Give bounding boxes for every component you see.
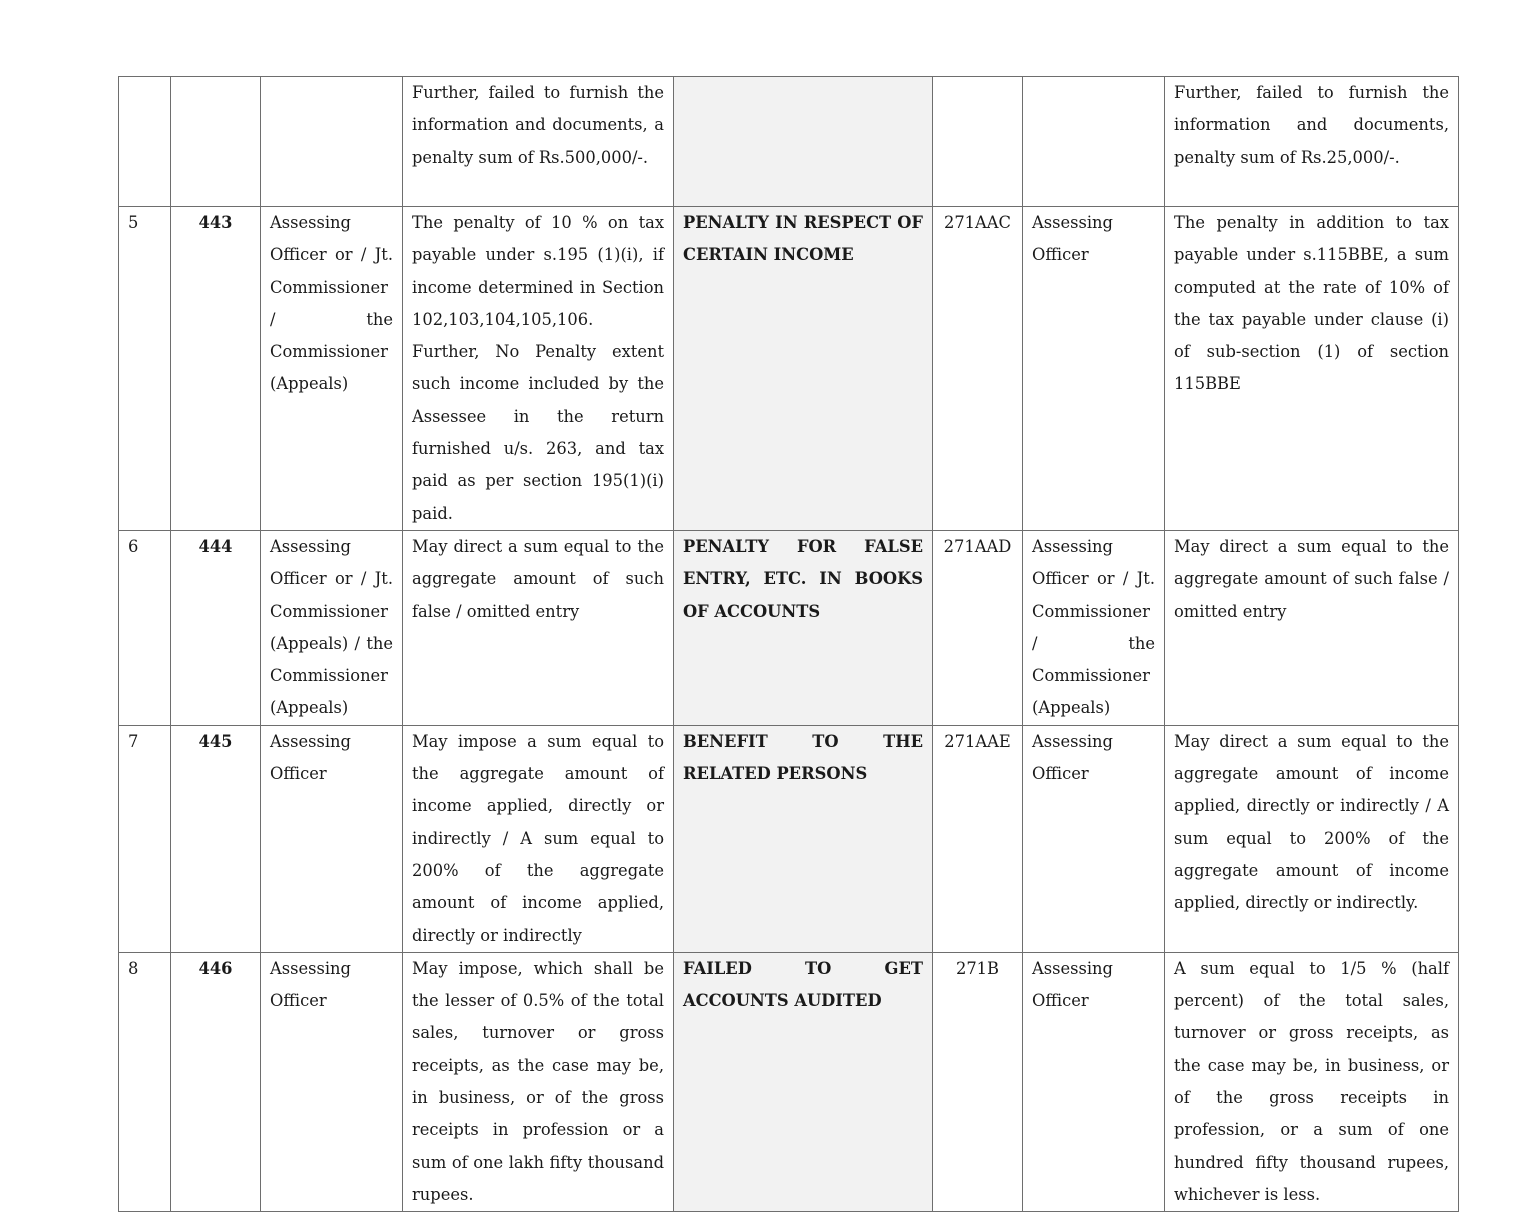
section-number-cell: 443 [171,207,261,531]
authority-cell: Assessing Officer [261,725,403,952]
authority-cell: Assessing Officer [261,952,403,1211]
serial-number-cell: 6 [119,530,171,725]
table-row [119,952,1459,1211]
old-authority-cell: Assessing Officer or / Jt. Commissioner / the Commissioner (Appeals) [1023,530,1165,725]
penalty-paragraph: May impose, which shall be the lesser of 0.5% of the total sales, turnover or gross receipts, as the case may be, in business, or of the gross receipts in profession or a sum of one lakh fifty thousand rupees. [412,958,664,1204]
penalty-paragraph: The penalty of 10 % on tax payable under s.195 (1)(i), if income determined in Section 102,103,104,105,106. [412,213,664,329]
authority-cell: Assessing Officer or / Jt. Commissioner / the Commissioner (Appeals) [261,207,403,531]
penalty-text-cell [403,725,674,952]
penalty-heading-cell: PENALTY FOR FALSE ENTRY, ETC. IN BOOKS OF ACCOUNTS [674,530,933,725]
penalty-text-cell [403,952,674,1211]
penalty-heading-cell [674,77,933,207]
section-number-cell: 444 [171,530,261,725]
penalty-paragraph: Further, No Penalty extent such income included by the Assessee in the return furnished u/s. 263, and tax paid as per section 195(1)(i) paid. [412,342,664,523]
serial-number-cell: 7 [119,725,171,952]
authority-cell [261,77,403,207]
old-authority-cell [1023,77,1165,207]
penalty-text-cell [403,530,674,725]
section-number-cell: 445 [171,725,261,952]
old-section-cell [933,77,1023,207]
old-authority-cell: Assessing Officer [1023,725,1165,952]
old-penalty-cell: May direct a sum equal to the aggregate amount of such false / omitted entry [1165,530,1459,725]
table-row [119,725,1459,952]
section-number-cell: 446 [171,952,261,1211]
old-penalty-cell: A sum equal to 1/5 % (half percent) of the total sales, turnover or gross receipts, as the case may be, in business, or of the gross receipts in profession, or a sum of one hundred fifty thousand rupees, whichever is less. [1165,952,1459,1211]
serial-number-cell: 5 [119,207,171,531]
penalty-text-cell [403,77,674,207]
old-section-cell: 271AAD [933,530,1023,725]
serial-number-cell [119,77,171,207]
authority-cell: Assessing Officer or / Jt. Commissioner (Appeals) / the Commissioner (Appeals) [261,530,403,725]
table-row [119,207,1459,531]
penalty-heading-cell: BENEFIT TO THE RELATED PERSONS [674,725,933,952]
old-section-cell: 271AAE [933,725,1023,952]
penalty-comparison-table [118,76,1459,1212]
penalty-paragraph: Further, failed to furnish the information and documents, a penalty sum of Rs.500,000/-. [412,83,664,167]
serial-number-cell: 8 [119,952,171,1211]
old-penalty-cell: Further, failed to furnish the information and documents, penalty sum of Rs.25,000/-. [1165,77,1459,207]
old-authority-cell: Assessing Officer [1023,207,1165,531]
table-row [119,77,1459,207]
penalty-paragraph: May direct a sum equal to the aggregate amount of such false / omitted entry [412,536,664,621]
old-authority-cell: Assessing Officer [1023,952,1165,1211]
old-penalty-cell: May direct a sum equal to the aggregate amount of income applied, directly or indirectly / A sum equal to 200% of the aggregate amount of income applied, directly or indirectly. [1165,725,1459,952]
section-number-cell [171,77,261,207]
table-row [119,530,1459,725]
penalty-heading-cell: PENALTY IN RESPECT OF CERTAIN INCOME [674,207,933,531]
penalty-heading-cell: FAILED TO GET ACCOUNTS AUDITED [674,952,933,1211]
old-section-cell: 271B [933,952,1023,1211]
penalty-paragraph: May impose a sum equal to the aggregate amount of income applied, directly or indirectly / A sum equal to 200% of the aggregate amount of income applied, directly or indirectly [412,731,664,945]
old-penalty-cell: The penalty in addition to tax payable under s.115BBE, a sum computed at the rate of 10% of the tax payable under clause (i) of sub-section (1) of section 115BBE [1165,207,1459,531]
old-section-cell: 271AAC [933,207,1023,531]
penalty-text-cell [403,207,674,531]
